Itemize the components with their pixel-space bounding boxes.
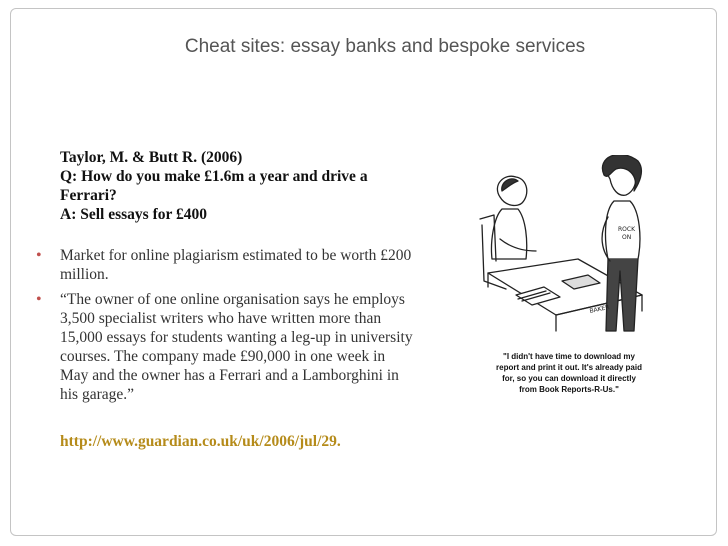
shirt-text: ROCK	[618, 226, 636, 233]
bullet-text: Market for online plagiarism estimated to be worth £200 million.	[60, 247, 412, 283]
bullet-marker-icon: •	[36, 291, 42, 308]
bullet-item	[36, 290, 416, 404]
reference-question: Q: How do you make £1.6m a year and drive a Ferrari?	[60, 168, 368, 204]
cartoon-caption: "I didn't have time to download my report and print it out. It's already paid for, so you can download it directly from Book Reports-R-Us."	[496, 352, 642, 394]
reference-citation: Taylor, M. & Butt R. (2006)	[60, 149, 243, 166]
guardian-link[interactable]: http://www.guardian.co.uk/uk/2006/jul/29.	[60, 433, 341, 450]
bullet-marker-icon: •	[36, 247, 42, 264]
cartoon-signature: BAKER	[588, 303, 611, 315]
slide-title: Cheat sites: essay banks and bespoke services	[184, 36, 586, 57]
bullet-item	[36, 246, 416, 284]
shirt-text: ON	[622, 234, 632, 241]
bullet-list	[36, 246, 416, 410]
reference-answer: A: Sell essays for £400	[60, 206, 207, 223]
reference-block	[60, 148, 420, 224]
cartoon-illustration	[470, 155, 680, 355]
bullet-text: “The owner of one online organisation says he employs 3,500 specialist writers who have written more than 15,000 essays for students wanting a leg-up in university courses. The company made £90,000 in one week in May and the owner has a Ferrari and a Lamborghini in his garage.”	[60, 291, 413, 403]
